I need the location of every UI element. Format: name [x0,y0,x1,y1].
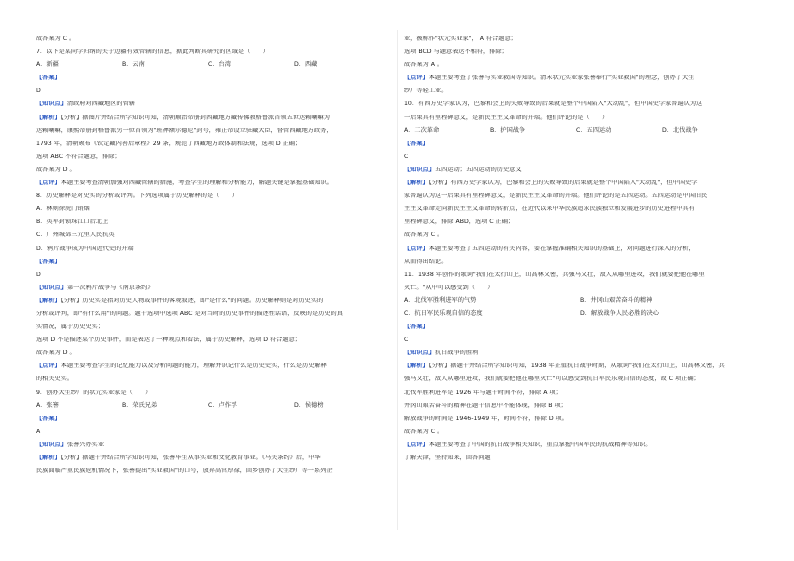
analysis-line: 解放战争的时间是 1946-1949 年，时间不符，排除 D 项。 [404,415,568,422]
option: B．井冈山艰苦奋斗的精神 [580,296,653,304]
question-10: 一后果具有里程碑意义，是新民主主义革命的开端。他们评论的是（ ） [404,114,609,121]
option: C．抗日军民乐观自信的态度 [404,309,483,317]
analysis-line [36,115,390,122]
option: C．台湾 [208,61,231,69]
answer-tag: 【答案】 [36,258,61,265]
analysis-text: 【分析】据图片并结合所学知识可知，清朝顺治帝册封西藏地方藏传佛教格鲁派首领五世达赖喇嘛为 [60,114,330,121]
comment-text: 本题主要考查了张謇与实业救国等知识。清末状元实业家张謇奉行"实业救国"的理念，创办了大生 [428,75,695,82]
question-11: 11．1938 年创作的歌词"我们在太行山上，山高林又密，兵强马又壮，敌人从哪里进攻，我们就要把他在哪里 [404,271,705,278]
analysis-line [404,180,768,187]
option: B．护国战争 [490,126,526,134]
option: B．荣氏兄弟 [122,401,158,409]
analysis-tag: 【解析】 [36,114,61,121]
comment-line: 了解天津，坚持知来，回答问题 [404,455,491,461]
question-8: 8．历史解释是对史实的分析或评判。下列选项属于历史解释的是（ ） [36,193,238,200]
analysis-line: 故答案为 C 。 [404,428,444,435]
answer-tag: 【答案】 [404,140,429,147]
question-10-options [404,128,768,135]
option: A．二次革命 [404,126,440,134]
question-7: 7．以下是某同学归纳的关于边疆有效管辖的信息，据此判断其研究的区域是（ ） [36,49,269,56]
knowledge-text: 第一次鸦片战争与《南京条约》 [66,284,154,291]
option: D．解放战争人民必胜的决心 [580,309,660,317]
comment-line: 纱厂等轻工业。 [404,88,448,95]
question-11-options-row-2 [404,311,768,318]
analysis-text: 【分析】历史实是指对历史人物或事件的客观叙述，即"是什么"的问题。历史解释则是对历史实的 [60,297,324,304]
comment-tag: 【点评】 [36,180,61,187]
analysis-line: 业，被称作"状元实业家"， A 符合题意； [404,36,517,42]
right-column [404,36,768,468]
comment-tag: 【点评】 [36,363,61,370]
comment-line [404,75,768,82]
analysis-line: 故答案为 D 。 [36,166,76,173]
knowledge-tag: 【知识点】 [36,284,67,291]
option: A．张謇 [36,401,59,409]
option: B．云南 [122,61,145,69]
column-divider [397,30,398,530]
knowledge-point [36,285,390,292]
knowledge-point [36,101,390,108]
knowledge-text: 张謇兴办实业 [66,441,105,448]
analysis-tag: 【解析】 [36,455,61,461]
knowledge-text: 抗日战争的胜利 [434,350,479,357]
knowledge-tag: 【知识点】 [36,101,67,108]
analysis-line: 分析或评判，即"有什么用"的问题。题干选项中选项 ABC 是对当时的历史事件的描述性话语，反映的是历史的真 [36,310,343,317]
analysis-text: 【分析】有西方史学家认为，巴黎和会上的失败导致的后果就是整个中国陷入"大动乱"，但中国史学 [428,180,698,187]
option: C．卢作孚 [208,401,238,409]
knowledge-tag: 【知识点】 [404,350,435,357]
analysis-text: 【分析】据题干并结合所学知识可知，张謇毕生从事实业和文化教育事业。《马关条约》后，中华 [60,455,321,461]
analysis-line: 里程碑意义，排除 ABD，选项 C 正确； [404,219,515,226]
knowledge-tag: 【知识点】 [404,166,435,173]
comment-text: 本题主要考查了五四运动的有关内容，要在掌握准确相关知识的基础上，对问题进行深入的分析， [428,245,695,252]
answer-label [36,259,390,266]
option: A．新疆 [36,61,59,69]
analysis-tag: 【解析】 [404,363,429,370]
analysis-line: 选项 BCD 与题意表达不相符，排除； [404,49,508,56]
analysis-line: 井冈山艰苦奋斗的精神在题干信息中不能体现，排除 B 项； [404,402,567,409]
answer-value: C [404,153,409,160]
analysis-line: 故答案为 C 。 [404,232,444,239]
question-9: 9．创办大生纱厂的状元实业家是（ ） [36,389,152,396]
option: C．广州城郊三元里人民抗英 [36,232,115,239]
comment-line [404,442,768,449]
answer-value: D [36,271,41,278]
analysis-line [36,298,390,305]
analysis-line: 选项 D 不是描述某个历史事件，而是表达了一种观点和看法，属于历史解释，选项 D 符合题意； [36,337,301,344]
analysis-line: 民族面临严重民族危机情况下，张謇提出"实业救国"的口号，放弃高官厚禄，回乡创办了大生纱厂等一系列企 [36,468,333,475]
analysis-tag: 【解析】 [36,297,61,304]
comment-line [36,180,390,187]
analysis-line: 选项 ABC 不符合题意，排除； [36,153,121,160]
option: A．北伐军胜利进军的气势 [404,296,477,304]
analysis-line: 实情况，属于历史史实； [36,324,105,331]
knowledge-text: 清政府对西藏地区的管辖 [66,101,135,108]
analysis-line: 家普遍认为这一后果具有里程碑意义，是新民主主义革命的开端。他们评论的是五四运动。五四运动是中国旧民 [404,193,708,200]
comment-tag: 【点评】 [404,75,429,82]
analysis-line: 达赖喇嘛，康熙帝册封格鲁派另一位首领为"班禅额尔德尼"封号，雍正帝设立驻藏大臣，督管西藏地方政务， [36,127,333,134]
question-10: 10．有西方史学家认为，巴黎和会上的失败导致的后果就是整个中国陷入"大动乱"，但中国史学家普遍认为这 [404,101,703,108]
left-column [36,36,390,481]
knowledge-point [36,442,390,449]
answer-tag: 【答案】 [36,415,61,422]
answer-value: D [36,88,41,95]
comment-tag: 【点评】 [404,441,429,448]
question-7-options [36,62,390,69]
answer-tag: 【答案】 [36,75,61,82]
comment-text: 本题主要考查了中国的抗日战争相关知识，重点掌握中国军民的抗战精神等知识。 [428,441,652,448]
comment-line [36,363,390,370]
comment-tag: 【点评】 [404,245,429,252]
analysis-line: 故答案为 A 。 [404,62,444,69]
analysis-line [36,455,390,462]
comment-line: 从而得出结论。 [404,258,448,265]
question-11-options-row-1 [404,298,768,305]
option: D．鸦片战争成为中国近代史的开端 [36,245,134,252]
answer-value: A [36,428,41,435]
option: B．英军封锁珠江口后北上 [36,219,109,226]
answer-label [36,75,390,82]
option: C．五四运动 [576,126,612,134]
knowledge-tag: 【知识点】 [36,441,67,448]
analysis-tag: 【解析】 [404,180,429,187]
answer-label [404,324,768,331]
knowledge-point [404,350,768,357]
option: D．西藏 [294,61,318,69]
analysis-line: 主主义革命走向新民主主义革命的转折点，在近代以来中华民族追求民族独立和发展进步的历史进程中具有 [404,206,695,213]
option: D．侯德榜 [294,401,324,409]
comment-line: 的相关史实。 [36,376,74,383]
analysis-line: 北伐军胜利进军是 1926 年与题干时间不符，排除 A 项； [404,389,562,396]
analysis-line [404,363,768,370]
answer-value: C [404,337,409,344]
answer-label [36,416,390,423]
option: A．林则徐虎门销烟 [36,206,90,213]
question-11: 灭亡。"从中可以感受到（ ） [404,284,494,291]
comment-text: 本题主要考查清朝加强对西藏管辖的措施，考查学生的理解和分析能力，解题关键是掌握基础知识。 [60,180,333,187]
analysis-line: 故答案为 D 。 [36,350,76,357]
comment-text: 本题主要考查学生的记忆能力以及分析问题的能力，理解并识记什么是历史史实，什么是历史解释 [60,363,327,370]
analysis-text: 【分析】据题干并结合所学知识可知，1938 年正值抗日战争时期，从歌词"我们在太行山上，山高林又密，兵 [428,363,725,370]
answer-tag: 【答案】 [404,324,429,331]
answer-label [404,141,768,148]
knowledge-point [404,167,768,174]
analysis-line: 强马又壮，敌人从哪里进攻，我们就要把他在哪里灭亡"可以感受到抗日军民乐观自信的态度，故 C 项正确； [404,376,700,383]
option: D．北伐战争 [662,126,698,134]
analysis-line: 1793 年，清朝颁布《钦定藏内善后章程》29 条，规范了西藏地方政体制和法规，选项 D 正确； [36,140,302,147]
answer-line: 故答案为 C 。 [36,36,76,42]
comment-line [404,246,768,253]
knowledge-text: 五四运动；五四运动的历史意义 [434,166,522,173]
question-9-options [36,403,390,410]
